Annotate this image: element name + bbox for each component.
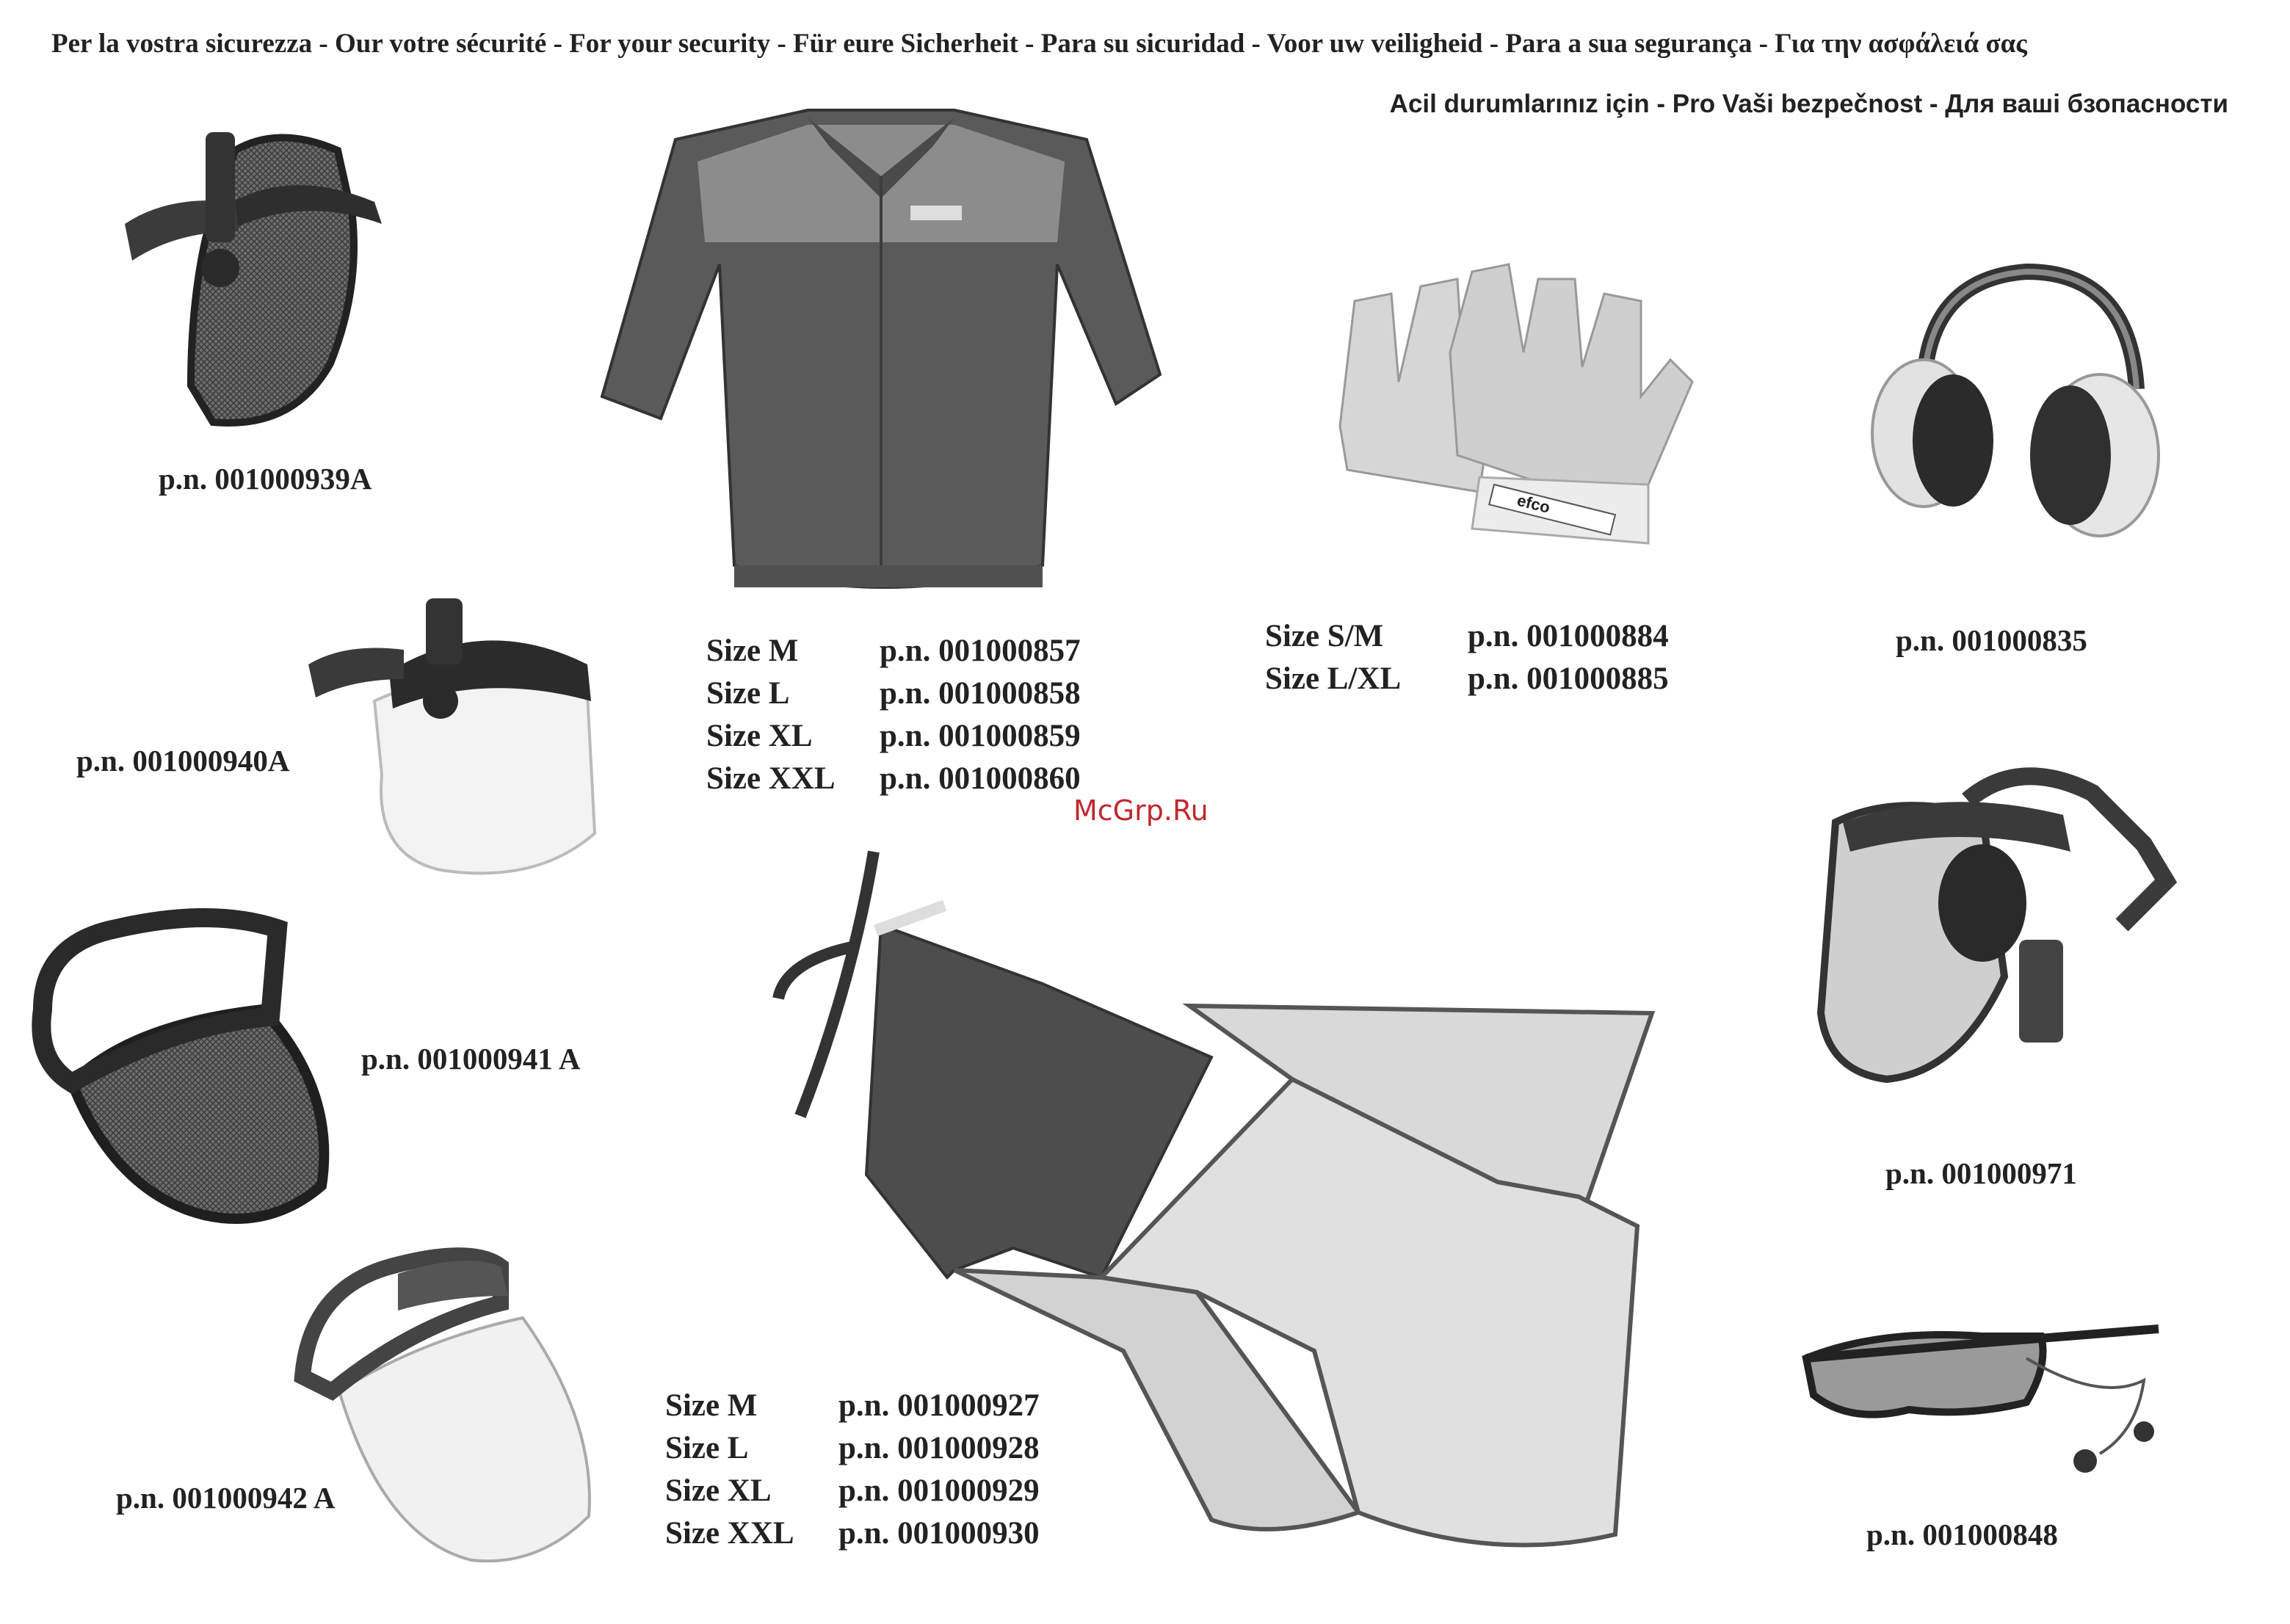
gloves-size-row	[1265, 658, 1669, 700]
round-mesh-visor-image	[28, 907, 351, 1230]
clear-visor-image	[301, 591, 609, 885]
visor-earmuff-combo-image	[1799, 756, 2181, 1109]
part-number: p.n. 001000930	[838, 1516, 1040, 1551]
gloves-brand-label: efco	[1515, 490, 1552, 517]
trousers-size-list	[665, 1385, 1040, 1555]
trousers-size-row	[665, 1385, 1040, 1427]
size-label: Size XL	[665, 1473, 772, 1508]
part-number: p.n. 001000858	[880, 676, 1081, 711]
jacket-size-row	[706, 630, 1081, 673]
mesh-visor-pn: p.n. 001000939A	[159, 462, 372, 496]
size-label: Size XL	[706, 719, 813, 753]
size-label: Size XXL	[665, 1516, 794, 1551]
round-clear-visor-image	[288, 1244, 611, 1571]
size-label: Size M	[665, 1388, 758, 1423]
earmuffs-pn: p.n. 001000835	[1896, 623, 2087, 657]
header-multilingual-line2: Acil durumlarınız için - Pro Vaši bezpečnost - Для ваші бзопасности	[1389, 90, 2228, 118]
part-number: p.n. 001000857	[880, 634, 1081, 668]
mesh-visor-image	[110, 121, 418, 444]
gloves-size-row	[1265, 615, 1669, 658]
size-label: Size L	[665, 1431, 749, 1465]
size-label: Size L	[706, 676, 790, 711]
trousers-size-row	[665, 1427, 1040, 1470]
round-clear-visor-pn: p.n. 001000942 A	[116, 1481, 336, 1515]
part-number: p.n. 001000929	[838, 1473, 1040, 1508]
earmuffs-image	[1858, 250, 2166, 558]
part-number: p.n. 001000885	[1468, 661, 1669, 696]
visor-earmuff-combo-pn: p.n. 001000971	[1885, 1156, 2077, 1190]
part-number: p.n. 001000884	[1468, 619, 1669, 653]
jacket-size-list	[706, 630, 1081, 800]
gloves-size-list	[1265, 615, 1669, 700]
size-label: Size XXL	[706, 761, 836, 796]
size-label: Size M	[706, 634, 799, 668]
work-jacket-image	[587, 95, 1175, 609]
jacket-size-row	[706, 758, 1081, 800]
round-mesh-visor-pn: p.n. 001000941 A	[361, 1042, 581, 1076]
part-number: p.n. 001000860	[880, 761, 1081, 796]
header-multilingual-line1: Per la vostra sicurezza - Our votre sécurité - For your security - Für eure Sicherheit - Para su sicuridad - Voor uw veiligheid - Para a sua segurança - Για την ασφάλειά σας	[51, 29, 2027, 59]
watermark: McGrp.Ru	[1073, 794, 1209, 827]
size-label: Size L/XL	[1265, 661, 1402, 696]
jacket-size-row	[706, 715, 1081, 758]
part-number: p.n. 001000927	[838, 1388, 1040, 1423]
jacket-size-row	[706, 673, 1081, 715]
trousers-size-row	[665, 1512, 1040, 1555]
safety-glasses-image	[1791, 1314, 2173, 1490]
trousers-size-row	[665, 1470, 1040, 1512]
work-gloves-image	[1325, 250, 1700, 558]
part-number: p.n. 001000928	[838, 1431, 1040, 1465]
size-label: Size S/M	[1265, 619, 1384, 653]
clear-visor-pn: p.n. 001000940A	[76, 744, 290, 777]
safety-glasses-pn: p.n. 001000848	[1866, 1518, 2058, 1551]
part-number: p.n. 001000859	[880, 719, 1081, 753]
